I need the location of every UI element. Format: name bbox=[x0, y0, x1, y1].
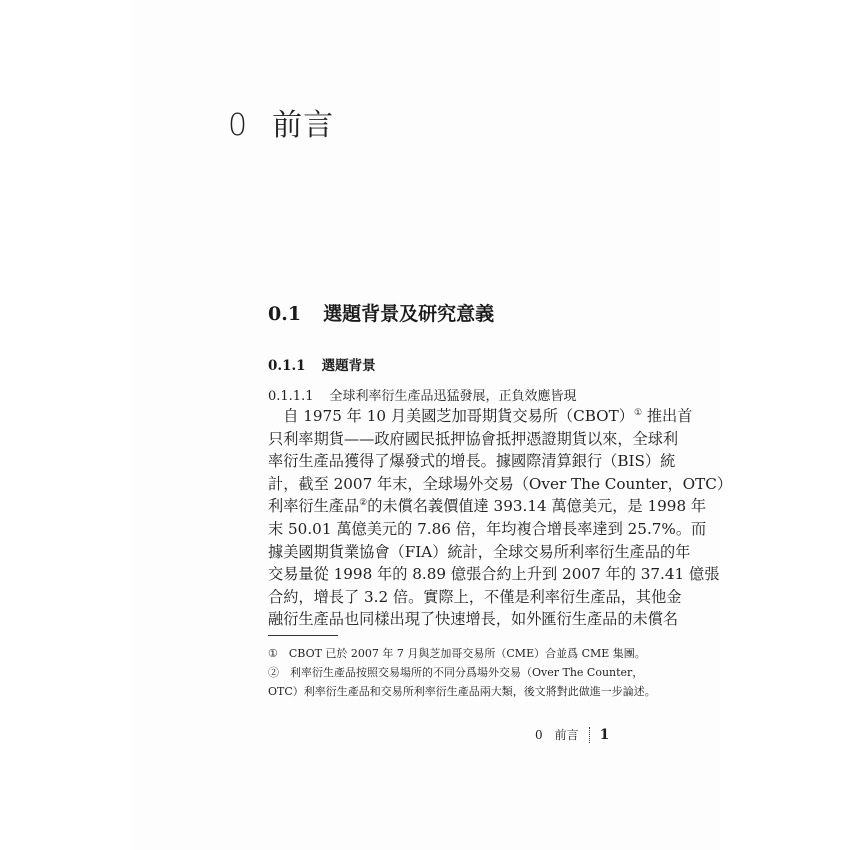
section-number: 0.1 bbox=[268, 303, 302, 325]
footer-chapter-title: 前言 bbox=[554, 728, 579, 742]
footnote-2-continued: OTC）利率衍生產品和交易所利率衍生產品兩大類，後文將對此做進一步論述。 bbox=[268, 685, 656, 698]
body-line: 末 50.01 萬億美元的 7.86 倍，年均複合增長率達到 25.7%。而 bbox=[268, 519, 707, 538]
footer-chapter-number: 0 bbox=[535, 727, 543, 742]
footnote-2: ② 利率衍生產品按照交易場所的不同分爲場外交易（Over The Counter， bbox=[268, 666, 644, 679]
section-heading bbox=[268, 299, 494, 326]
subsubsection-number: 0.1.1.1 bbox=[268, 389, 314, 404]
body-line: 只利率期貨——政府國民抵押協會抵押憑證期貨以來，全球利 bbox=[268, 429, 679, 448]
body-line: 融衍生產品也同樣出現了快速增長，如外匯衍生產品的未償名 bbox=[268, 610, 679, 629]
body-line: 計，截至 2007 年末，全球場外交易（Over The Counter，OTC） bbox=[268, 474, 733, 493]
footer-dotted-divider bbox=[589, 727, 590, 743]
footnote-ref-2[interactable]: ② bbox=[359, 498, 368, 509]
subsubsection-heading bbox=[268, 385, 577, 404]
body-line: 據美國期貨業協會（FIA）統計，全球交易所利率衍生產品的年 bbox=[268, 542, 691, 561]
body-line: 合約，增長了 3.2 倍。實際上，不僅是利率衍生產品，其他金 bbox=[268, 587, 682, 606]
subsubsection-title: 全球利率衍生產品迅猛發展，正負效應皆現 bbox=[329, 389, 577, 404]
body-line: 利率衍生產品②的未償名義價值達 393.14 萬億美元，是 1998 年 bbox=[268, 497, 707, 516]
section-title: 選題背景及研究意義 bbox=[323, 303, 495, 325]
footnote-1: ① CBOT 已於 2007 年 7 月與芝加哥交易所（CME）合並爲 CME 集團。 bbox=[268, 647, 646, 660]
page-number: 1 bbox=[599, 726, 610, 743]
body-line: 率衍生產品獲得了爆發式的增長。據國際清算銀行（BIS）統 bbox=[268, 452, 676, 471]
footnote-ref-1[interactable]: ① bbox=[633, 408, 643, 418]
chapter-heading bbox=[228, 100, 334, 144]
footnote-divider bbox=[268, 635, 338, 636]
chapter-number: 0 bbox=[228, 108, 249, 143]
chapter-title: 前言 bbox=[272, 108, 335, 143]
body-paragraph bbox=[268, 405, 733, 631]
running-footer bbox=[535, 726, 609, 743]
subsection-number: 0.1.1 bbox=[268, 358, 306, 374]
body-line: 自 1975 年 10 月美國芝加哥期貨交易所（CBOT）① 推出首 bbox=[268, 407, 693, 425]
body-line: 交易量從 1998 年的 8.89 億張合約上升到 2007 年的 37.41 億張 bbox=[268, 565, 720, 584]
subsection-heading bbox=[268, 354, 376, 374]
subsection-title: 選題背景 bbox=[321, 358, 376, 374]
